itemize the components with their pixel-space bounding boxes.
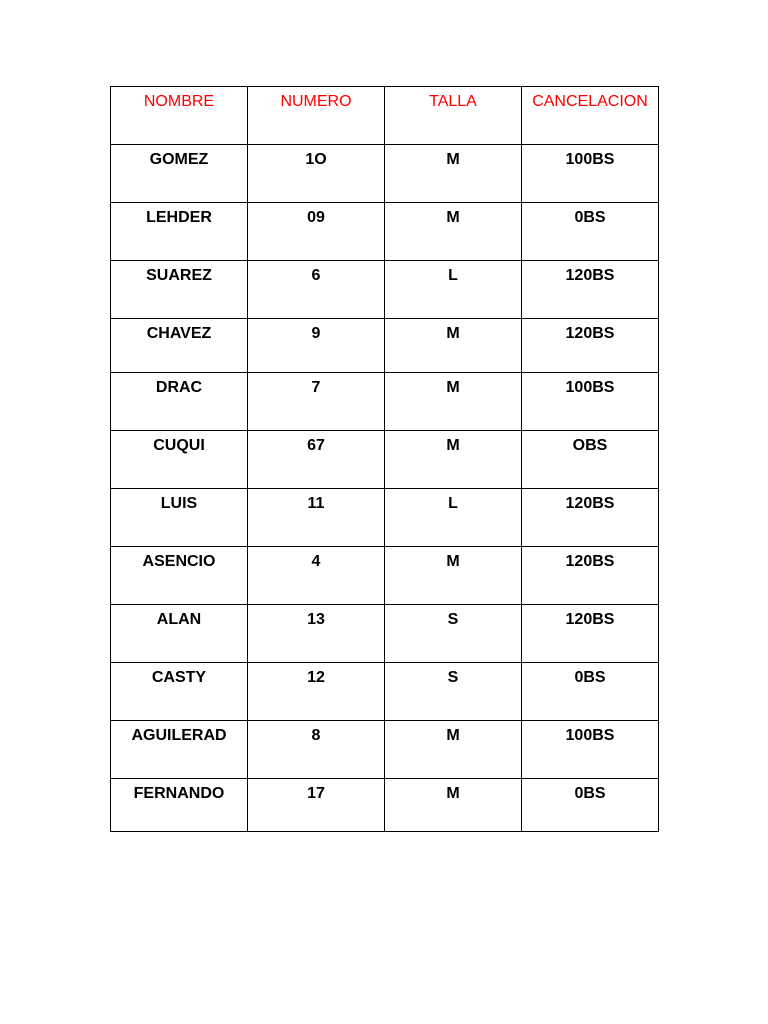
cell-talla: M	[385, 373, 522, 431]
cell-numero: 13	[248, 605, 385, 663]
cell-nombre: DRAC	[111, 373, 248, 431]
cell-numero: 67	[248, 431, 385, 489]
table-row	[111, 431, 659, 489]
cell-cancelacion: 120BS	[522, 605, 659, 663]
cell-talla: M	[385, 547, 522, 605]
cell-cancelacion: 120BS	[522, 547, 659, 605]
cell-nombre: FERNANDO	[111, 779, 248, 832]
cell-nombre: CHAVEZ	[111, 319, 248, 373]
cell-nombre: GOMEZ	[111, 145, 248, 203]
cell-cancelacion: 0BS	[522, 203, 659, 261]
cell-nombre: SUAREZ	[111, 261, 248, 319]
table-row	[111, 489, 659, 547]
table-row	[111, 721, 659, 779]
header-cancelacion: CANCELACION	[522, 87, 659, 145]
cell-numero: 7	[248, 373, 385, 431]
cell-talla: M	[385, 779, 522, 832]
table-row	[111, 145, 659, 203]
cell-nombre: CUQUI	[111, 431, 248, 489]
table-row	[111, 779, 659, 832]
table-row	[111, 605, 659, 663]
header-row	[111, 87, 659, 145]
table-row	[111, 373, 659, 431]
cell-cancelacion: 100BS	[522, 373, 659, 431]
cell-nombre: LUIS	[111, 489, 248, 547]
cell-nombre: ALAN	[111, 605, 248, 663]
cell-numero: 09	[248, 203, 385, 261]
cell-numero: 9	[248, 319, 385, 373]
cell-talla: L	[385, 489, 522, 547]
header-talla: TALLA	[385, 87, 522, 145]
cell-nombre: LEHDER	[111, 203, 248, 261]
cell-nombre: AGUILERAD	[111, 721, 248, 779]
roster-table	[110, 86, 659, 832]
cell-numero: 17	[248, 779, 385, 832]
cell-cancelacion: 0BS	[522, 779, 659, 832]
cell-numero: 8	[248, 721, 385, 779]
cell-cancelacion: 100BS	[522, 145, 659, 203]
cell-talla: M	[385, 145, 522, 203]
cell-talla: M	[385, 203, 522, 261]
cell-numero: 12	[248, 663, 385, 721]
table-row	[111, 203, 659, 261]
cell-talla: M	[385, 319, 522, 373]
cell-talla: S	[385, 605, 522, 663]
cell-talla: M	[385, 431, 522, 489]
cell-numero: 1O	[248, 145, 385, 203]
table-row	[111, 663, 659, 721]
cell-cancelacion: OBS	[522, 431, 659, 489]
cell-talla: S	[385, 663, 522, 721]
table-row	[111, 319, 659, 373]
cell-nombre: CASTY	[111, 663, 248, 721]
cell-numero: 11	[248, 489, 385, 547]
cell-talla: M	[385, 721, 522, 779]
cell-cancelacion: 120BS	[522, 489, 659, 547]
table-row	[111, 547, 659, 605]
cell-cancelacion: 0BS	[522, 663, 659, 721]
table-row	[111, 261, 659, 319]
cell-cancelacion: 120BS	[522, 319, 659, 373]
cell-numero: 4	[248, 547, 385, 605]
cell-numero: 6	[248, 261, 385, 319]
cell-cancelacion: 100BS	[522, 721, 659, 779]
header-numero: NUMERO	[248, 87, 385, 145]
header-nombre: NOMBRE	[111, 87, 248, 145]
cell-talla: L	[385, 261, 522, 319]
cell-nombre: ASENCIO	[111, 547, 248, 605]
cell-cancelacion: 120BS	[522, 261, 659, 319]
